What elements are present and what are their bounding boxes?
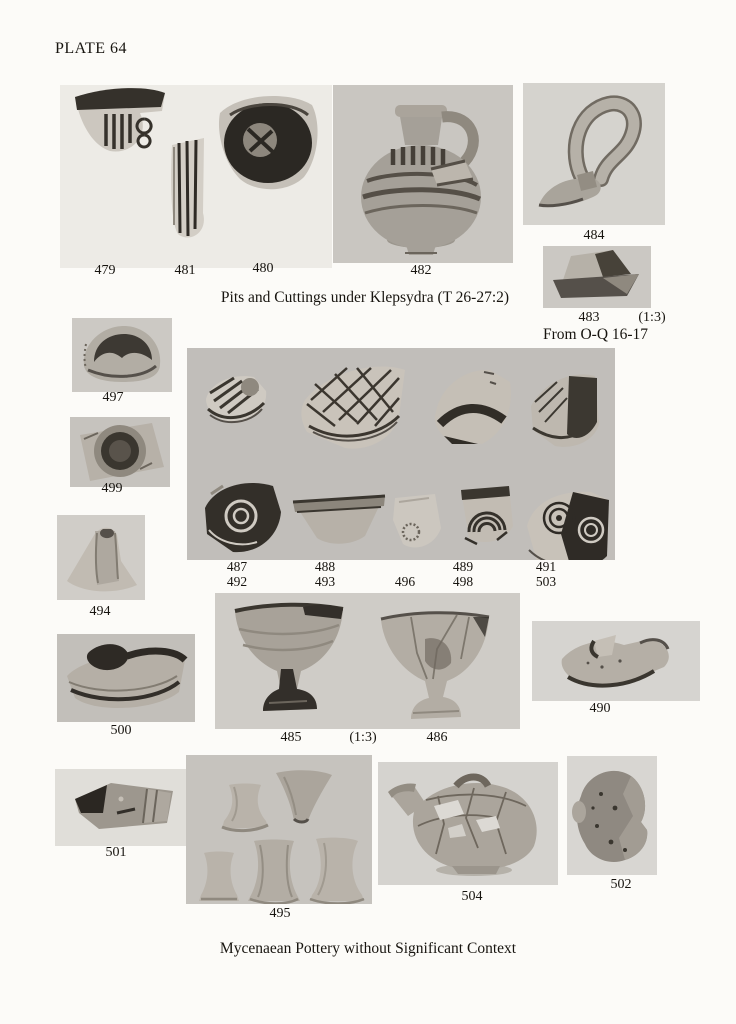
figure-label-498: 498 xyxy=(452,574,474,589)
photo-490 xyxy=(532,621,700,701)
feet-495-illustration xyxy=(186,755,372,904)
figure-label-503: 503 xyxy=(535,574,557,589)
sherd-501-illustration xyxy=(55,769,195,846)
photo-499 xyxy=(70,417,170,487)
photo-feet-495 xyxy=(186,755,372,904)
figure-label-496-number: 496 xyxy=(394,574,416,589)
figure-label-499: 499 xyxy=(101,481,123,496)
handle-484-illustration xyxy=(523,83,665,225)
figure-label-497: 497 xyxy=(102,390,124,405)
figure-label-491-503 xyxy=(524,559,568,589)
figure-label-493: 493 xyxy=(314,574,336,589)
photo-494 xyxy=(57,515,145,600)
sherd-499-illustration xyxy=(70,417,170,487)
figure-label-490: 490 xyxy=(589,701,611,716)
figure-label-480: 480 xyxy=(252,261,274,276)
photo-sherd-panel xyxy=(187,348,615,560)
photo-askos-504 xyxy=(378,762,558,885)
foot-494-illustration xyxy=(57,515,145,600)
goblets-485-486-illustration xyxy=(215,593,520,729)
sherd-497-illustration xyxy=(72,318,172,392)
plate-title: PLATE 64 xyxy=(55,40,127,57)
figure-label-492: 492 xyxy=(226,574,248,589)
photo-goblets-485-486 xyxy=(215,593,520,729)
figure-label-501: 501 xyxy=(105,845,127,860)
askos-504-illustration xyxy=(378,762,558,885)
photo-502 xyxy=(567,756,657,875)
figure-label-483-scale: (1:3) xyxy=(638,310,666,325)
figure-label-488-493 xyxy=(303,559,347,589)
fragment-502-illustration xyxy=(567,756,657,875)
photo-handle-484 xyxy=(523,83,665,225)
figure-label-488: 488 xyxy=(314,559,336,574)
sherd-panel-illustration xyxy=(187,348,615,560)
figure-label-479: 479 xyxy=(94,263,116,278)
caption-klepsydra: Pits and Cuttings under Klepsydra (T 26-27:2) xyxy=(220,289,510,306)
figure-label-504: 504 xyxy=(461,889,483,904)
figure-label-483: 483 xyxy=(578,310,600,325)
photo-sherds-479-481-480 xyxy=(60,85,332,268)
figure-label-484: 484 xyxy=(583,228,605,243)
photo-jug-482 xyxy=(333,85,513,263)
jug-482-illustration xyxy=(333,85,513,263)
sherd-500-illustration xyxy=(57,634,195,722)
photo-501 xyxy=(55,769,195,846)
figure-label-500: 500 xyxy=(110,723,132,738)
caption-bottom: Mycenaean Pottery without Significant Context xyxy=(219,940,517,957)
figure-label-494: 494 xyxy=(89,604,111,619)
photo-497 xyxy=(72,318,172,392)
figure-label-502: 502 xyxy=(610,877,632,892)
figure-label-482: 482 xyxy=(410,263,432,278)
figure-label-489: 489 xyxy=(452,559,474,574)
from-location-label: From O-Q 16-17 xyxy=(543,326,649,343)
figure-label-481: 481 xyxy=(174,263,196,278)
figure-label-485: 485 xyxy=(280,730,302,745)
figure-label-496 xyxy=(383,559,427,589)
figure-label-489-498 xyxy=(441,559,485,589)
sherds-479-481-480-illustration xyxy=(60,85,332,268)
fragment-490-illustration xyxy=(532,621,700,701)
figure-label-496-spacer xyxy=(383,559,427,574)
figure-label-486: 486 xyxy=(426,730,448,745)
figure-label-495: 495 xyxy=(269,906,291,921)
figure-label-487: 487 xyxy=(226,559,248,574)
figure-label-487-492 xyxy=(215,559,259,589)
photo-500 xyxy=(57,634,195,722)
figure-label-491: 491 xyxy=(535,559,557,574)
figure-label-485-scale: (1:3) xyxy=(349,730,377,745)
